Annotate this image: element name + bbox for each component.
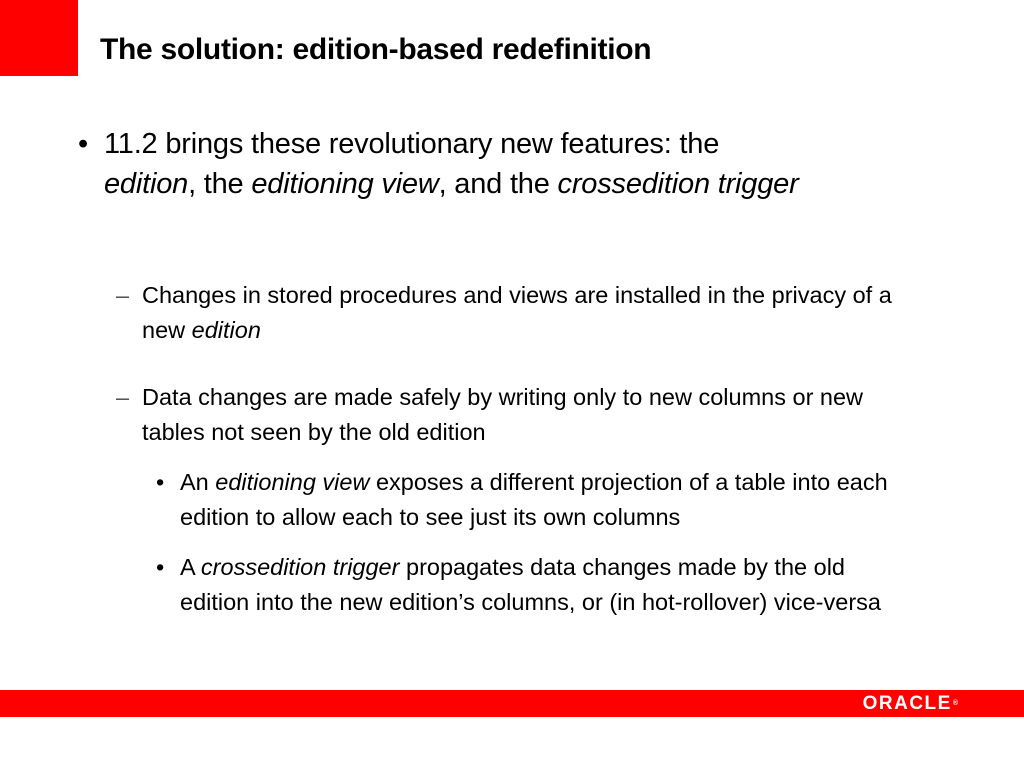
dash-marker: – bbox=[116, 282, 130, 308]
text-run-italic: editioning view bbox=[215, 469, 370, 495]
registered-mark: ® bbox=[952, 700, 958, 707]
sub-sub-bullet-text bbox=[180, 465, 925, 535]
oracle-logo-text: ORACLE bbox=[862, 693, 952, 714]
corner-accent-square bbox=[0, 0, 78, 76]
oracle-logo bbox=[863, 693, 958, 715]
text-run: An bbox=[180, 469, 216, 495]
text-run-italic: edition bbox=[191, 317, 261, 343]
text-run: Data changes are made safely by writing only to new columns or new tables not seen by the old edition bbox=[142, 384, 864, 445]
sub-sub-bullet-crossedition-trigger bbox=[156, 550, 905, 620]
text-run-italic: crossedition trigger bbox=[557, 168, 799, 200]
sub-sub-bullet-editioning-view bbox=[156, 465, 925, 535]
text-run: 11.2 brings these revolutionary new features: the bbox=[104, 128, 720, 160]
sub-sub-bullet-text bbox=[180, 550, 905, 620]
sub-bullet-text bbox=[142, 380, 932, 450]
bullet-marker: • bbox=[78, 128, 88, 160]
text-run: A bbox=[180, 554, 201, 580]
text-run-italic: edition bbox=[104, 168, 189, 200]
bullet-marker: • bbox=[156, 469, 165, 495]
text-run: Changes in stored procedures and views are installed in the privacy of a new bbox=[142, 282, 892, 343]
sub-bullet-data-changes bbox=[116, 380, 932, 450]
text-run-italic: crossedition trigger bbox=[200, 554, 400, 580]
bullet-text bbox=[104, 124, 864, 204]
text-run: exposes a different projection of a table into each edition to allow each to see just its own columns bbox=[180, 469, 888, 530]
bullet-features bbox=[78, 124, 864, 204]
dash-marker: – bbox=[116, 384, 130, 410]
sub-bullet-stored-procedures bbox=[116, 278, 912, 348]
text-run-italic: editioning view bbox=[251, 168, 439, 200]
text-run: , the bbox=[188, 168, 252, 200]
bullet-marker: • bbox=[156, 554, 165, 580]
sub-bullet-text bbox=[142, 278, 912, 348]
footer-bar bbox=[0, 690, 1024, 717]
text-run: , and the bbox=[438, 168, 558, 200]
slide-title: The solution: edition-based redefinition bbox=[100, 33, 652, 66]
text-run: propagates data changes made by the old edition into the new edition’s columns, or (in hot-rollover) vice-versa bbox=[180, 554, 881, 615]
